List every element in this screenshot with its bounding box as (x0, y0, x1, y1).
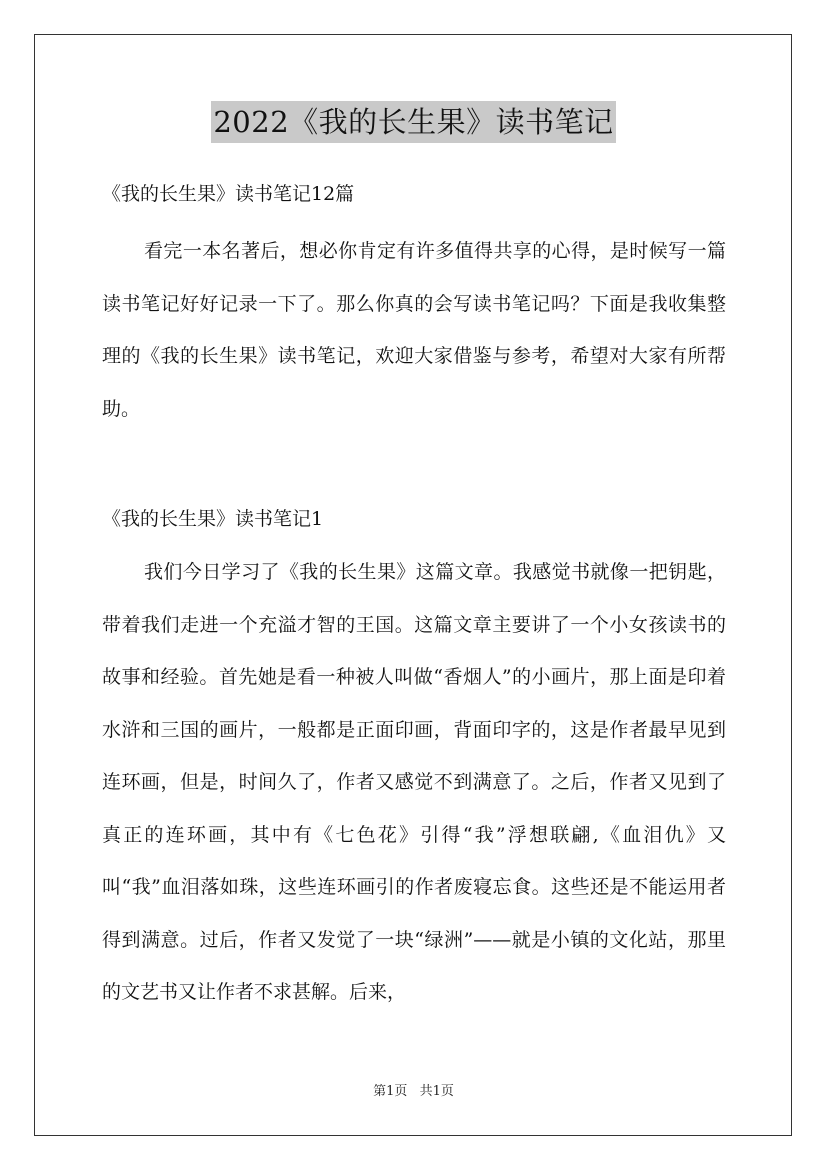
page-total: 共1页 (419, 1084, 454, 1099)
title-container (0, 101, 827, 143)
document-title: 2022《我的长生果》读书笔记 (211, 101, 615, 143)
intro-paragraph: 看完一本名著后，想必你肯定有许多值得共享的心得，是时候写一篇读书笔记好好记录一下了。那么你真的会写读书笔记吗？下面是我收集整理的《我的长生果》读书笔记，欢迎大家借鉴与参考，希望对大家有所帮助。 (102, 240, 726, 420)
document-subtitle: 《我的长生果》读书笔记12篇 (102, 183, 355, 205)
page-footer (0, 1083, 827, 1101)
section-heading: 《我的长生果》读书笔记1 (102, 508, 324, 530)
page-number: 第1页 (373, 1084, 408, 1099)
section-paragraph: 我们今日学习了《我的长生果》这篇文章。我感觉书就像一把钥匙，带着我们走进一个充溢才智的王国。这篇文章主要讲了一个小女孩读书的故事和经验。首先她是看一种被人叫做“香烟人”的小画片，那上面是印着水浒和三国的画片，一般都是正面印画，背面印字的，这是作者最早见到连环画，但是，时间久了，作者又感觉不到满意了。之后，作者又见到了真正的连环画，其中有《七色花》引得“我”浮想联翩,《血泪仇》又叫“我”血泪落如珠，这些连环画引的作者废寝忘食。这些还是不能运用者得到满意。过后，作者又发觉了一块“绿洲”——就是小镇的文化站，那里的文艺书又让作者不求甚解。后来， (102, 561, 726, 1003)
